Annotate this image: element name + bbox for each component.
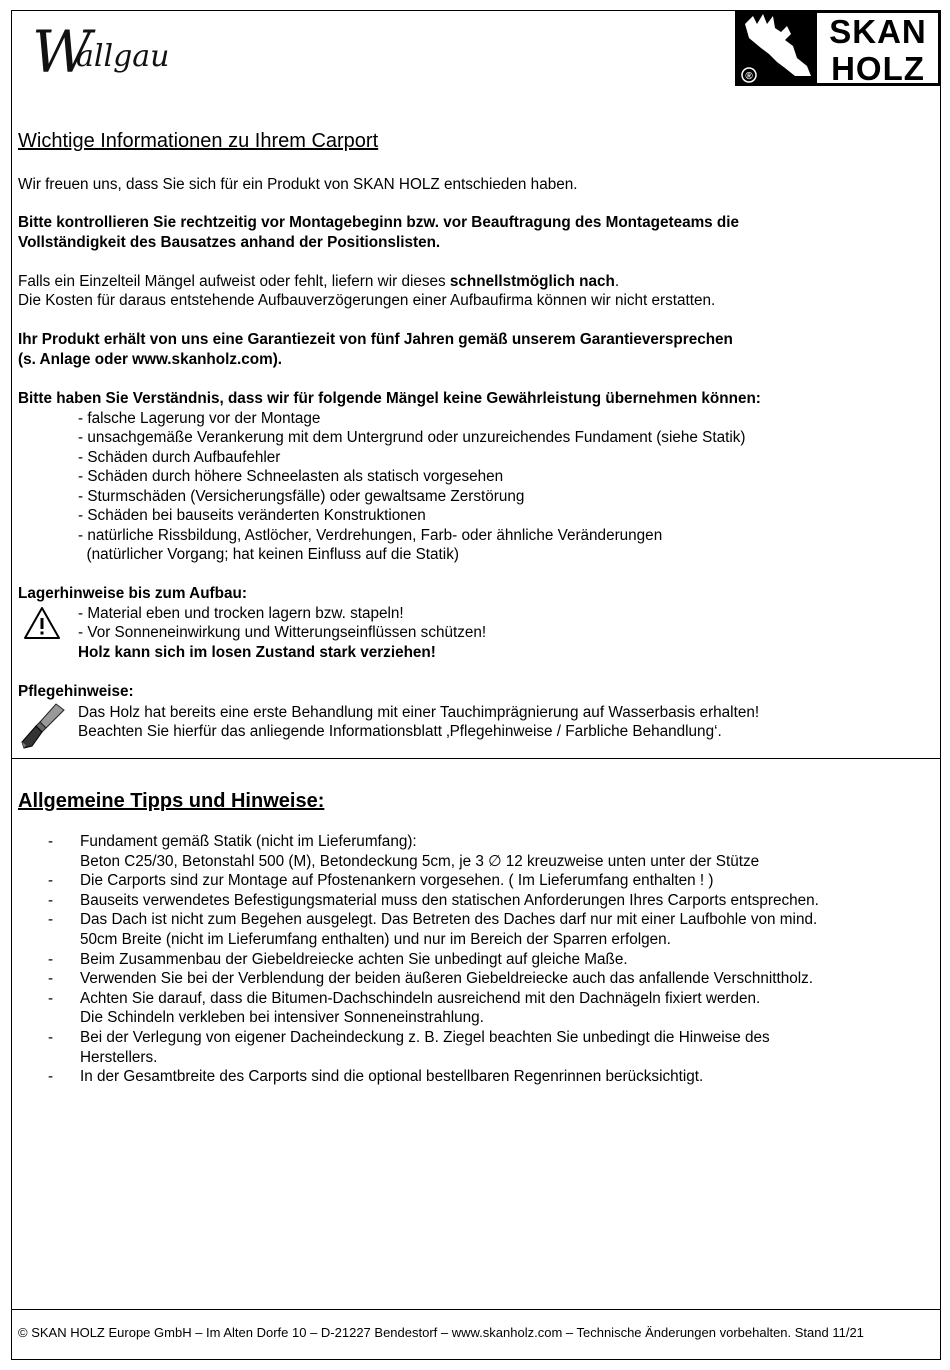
no-warranty-heading: Bitte haben Sie Verständnis, dass wir für folgende Mängel keine Gewährleistung übernehmen können: <box>18 390 761 407</box>
no-warranty-item: (natürlicher Vorgang; hat keinen Einfluss auf die Statik) <box>78 546 459 563</box>
svg-text:allgau: allgau <box>76 39 170 74</box>
skan-holz-logo <box>735 10 941 86</box>
storage-item: - Material eben und trocken lagern bzw. stapeln! <box>78 605 404 622</box>
care-text-line1: Das Holz hat bereits eine erste Behandlung mit einer Tauchimprägnierung auf Wasserbasis erhalten! <box>78 704 760 721</box>
tip-text: Die Schindeln verkleben bei intensiver Sonneneinstrahlung. <box>80 1009 484 1027</box>
svg-text:W: W <box>32 18 92 84</box>
wallgau-logo <box>30 16 200 84</box>
no-warranty-item: - falsche Lagerung vor der Montage <box>78 410 321 427</box>
section-divider <box>11 758 941 759</box>
tip-bullet: - <box>48 1029 54 1046</box>
warning-triangle-icon <box>22 605 62 641</box>
tip-bullet: - <box>48 872 54 890</box>
care-heading: Pflegehinweise: <box>18 683 134 700</box>
warranty-text-line2: (s. Anlage oder www.skanholz.com). <box>18 351 283 368</box>
tip-text: Die Carports sind zur Montage auf Pfostenankern vorgesehen. ( Im Lieferumfang enthalten ! ) <box>80 872 714 890</box>
storage-item: - Vor Sonneneinwirkung und Witterungseinflüssen schützen! <box>78 624 487 641</box>
tip-text: 50cm Breite (nicht im Lieferumfang enthalten) und nur im Bereich der Sparren erfolgen. <box>80 931 671 948</box>
defect-text-line2: Die Kosten für daraus entstehende Aufbauverzögerungen einer Aufbaufirma können wir nicht erstatten. <box>18 292 716 309</box>
tip-text: Bauseits verwendetes Befestigungsmaterial muss den statischen Anforderungen Ihres Carports entsprechen. <box>80 891 819 909</box>
tip-bullet: - <box>48 1068 54 1086</box>
no-warranty-item: - natürliche Rissbildung, Astlöcher, Verdrehungen, Farb- oder ähnliche Veränderungen <box>78 527 663 544</box>
tip-bullet: - <box>48 950 54 968</box>
tip-text: Herstellers. <box>80 1048 158 1066</box>
tip-text: Das Dach ist nicht zum Begehen ausgelegt. Das Betreten des Daches darf nur mit einer Laufbohle von mind. <box>80 911 818 929</box>
tip-bullet: - <box>48 970 54 988</box>
tip-bullet: - <box>48 911 54 929</box>
tip-bullet: - <box>48 989 54 1007</box>
storage-warning: Holz kann sich im losen Zustand stark verziehen! <box>78 644 436 661</box>
svg-text:®: ® <box>745 71 753 82</box>
defect-text-line1: Falls ein Einzelteil Mängel aufweist oder fehlt, liefern wir dieses schnellstmöglich nach. <box>18 273 620 290</box>
footer-text: © SKAN HOLZ Europe GmbH – Im Alten Dorfe 10 – D-21227 Bendestorf – www.skanholz.com – Technische Änderungen vorbehalten. Stand 11/21 <box>18 1325 864 1340</box>
tip-text: Achten Sie darauf, dass die Bitumen-Dachschindeln ausreichend mit den Dachnägeln fixiert werden. <box>80 989 761 1007</box>
no-warranty-item: - unsachgemäße Verankerung mit dem Untergrund oder unzureichendes Fundament (siehe Statik) <box>78 429 746 446</box>
footer-divider <box>11 1309 941 1310</box>
svg-text:SKAN: SKAN <box>829 13 927 50</box>
intro-text: Wir freuen uns, dass Sie sich für ein Produkt von SKAN HOLZ entschieden haben. <box>18 176 578 193</box>
care-text-line2: Beachten Sie hierfür das anliegende Informationsblatt ‚Pflegehinweise / Farbliche Behandlung‘. <box>78 723 722 740</box>
tip-text: Bei der Verlegung von eigener Dacheindeckung z. B. Ziegel beachten Sie unbedingt die Hinweise des <box>80 1029 770 1046</box>
no-warranty-item: - Sturmschäden (Versicherungsfälle) oder gewaltsame Zerstörung <box>78 488 525 505</box>
no-warranty-item: - Schäden bei bauseits veränderten Konstruktionen <box>78 507 426 524</box>
no-warranty-item: - Schäden durch höhere Schneelasten als statisch vorgesehen <box>78 468 504 485</box>
tip-text: Beton C25/30, Betonstahl 500 (M), Betondeckung 5cm, je 3 ∅ 12 kreuzweise unten unter der Stütze <box>80 852 760 870</box>
no-warranty-item: - Schäden durch Aufbaufehler <box>78 449 281 466</box>
paint-brush-icon <box>20 702 66 750</box>
tip-bullet: - <box>48 891 54 909</box>
check-text-line1: Bitte kontrollieren Sie rechtzeitig vor Montagebeginn bzw. vor Beauftragung des Montageteams die <box>18 214 740 231</box>
tip-text: Fundament gemäß Statik (nicht im Lieferumfang): <box>80 833 417 850</box>
check-text-line2: Vollständigkeit des Bausatzes anhand der Positionslisten. <box>18 234 441 251</box>
storage-heading: Lagerhinweise bis zum Aufbau: <box>18 585 247 602</box>
section-title-info: Wichtige Informationen zu Ihrem Carport <box>18 130 379 152</box>
tip-text: Verwenden Sie bei der Verblendung der beiden äußeren Giebeldreiecke auch das anfallende Verschnittholz. <box>80 970 814 988</box>
warranty-text-line1: Ihr Produkt erhält von uns eine Garantiezeit von fünf Jahren gemäß unserem Garantieversprechen <box>18 331 733 348</box>
tip-text: In der Gesamtbreite des Carports sind die optional bestellbaren Regenrinnen berücksichtigt. <box>80 1068 704 1086</box>
section-title-tips: Allgemeine Tipps und Hinweise: <box>18 790 325 812</box>
tip-bullet: - <box>48 833 54 850</box>
svg-text:HOLZ: HOLZ <box>831 50 925 86</box>
tip-text: Beim Zusammenbau der Giebeldreiecke achten Sie unbedingt auf gleiche Maße. <box>80 950 628 968</box>
